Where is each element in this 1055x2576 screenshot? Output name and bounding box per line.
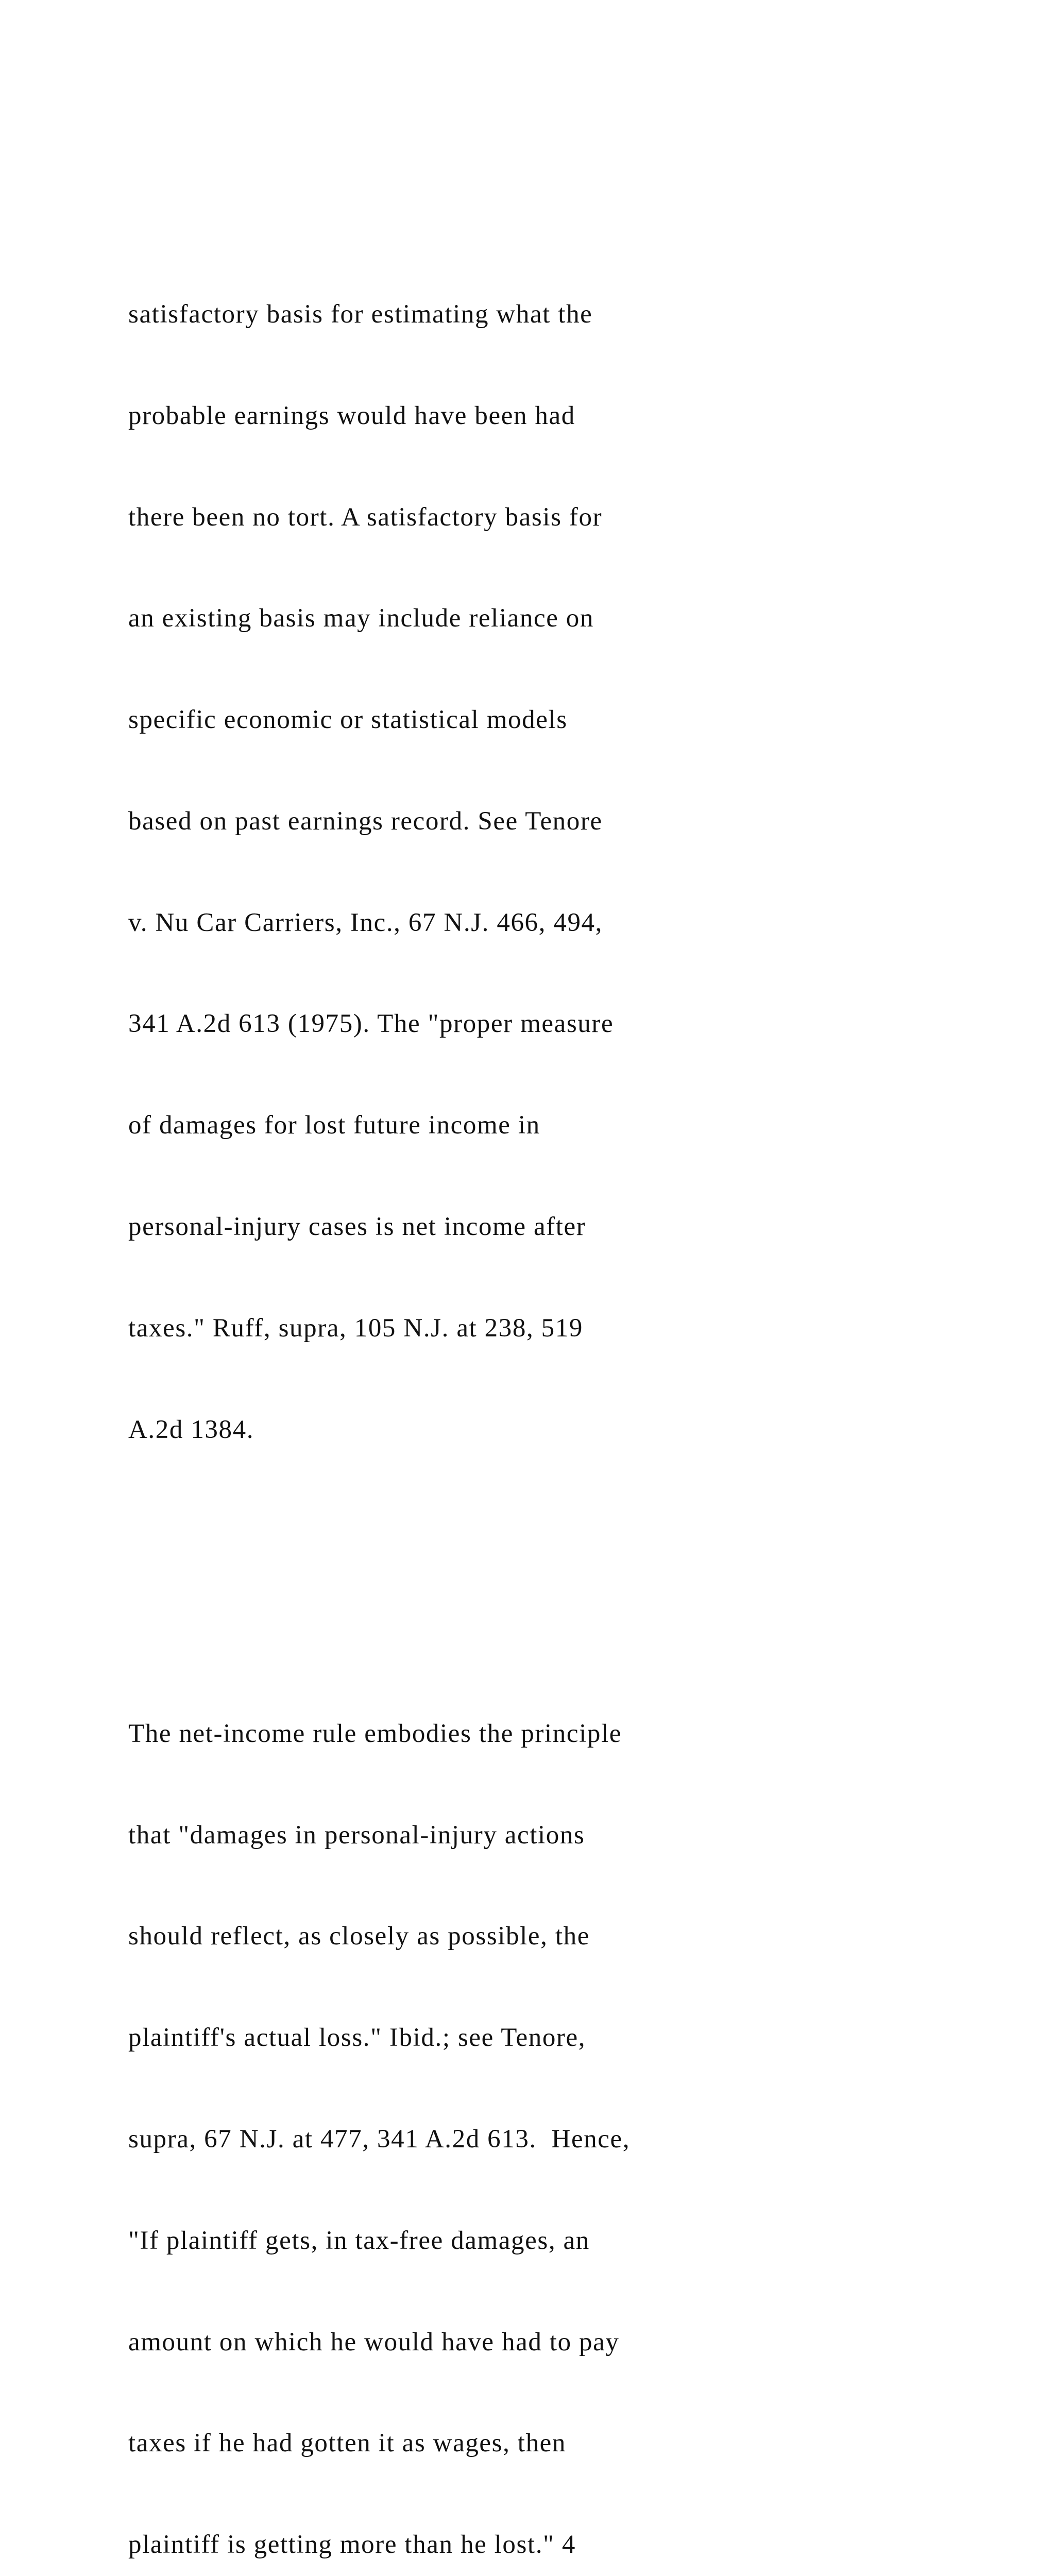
text-line: 341 A.2d 613 (1975). The "proper measure (128, 1009, 614, 1039)
text-line: satisfactory basis for estimating what the (128, 299, 593, 329)
text-line: amount on which he would have had to pay (128, 2327, 620, 2357)
text-line: plaintiff is getting more than he lost." 4 (128, 2530, 576, 2560)
text-line: taxes." Ruff, supra, 105 N.J. at 238, 519 (128, 1313, 583, 1343)
paragraph-1 (128, 230, 952, 1515)
text-line: personal-injury cases is net income after (128, 1212, 586, 1241)
text-line: there been no tort. A satisfactory basis for (128, 502, 603, 532)
text-line: should reflect, as closely as possible, the (128, 1922, 590, 1951)
text-line: an existing basis may include reliance on (128, 604, 594, 633)
text-line: that "damages in personal-injury actions (128, 1820, 585, 1850)
text-line: based on past earnings record. See Tenore (128, 806, 603, 836)
text-line: A.2d 1384. (128, 1415, 254, 1444)
text-line: of damages for lost future income in (128, 1111, 540, 1140)
text-line: plaintiff's actual loss." Ibid.; see Tenore, (128, 2023, 586, 2053)
text-line: The net-income rule embodies the principle (128, 1719, 622, 1748)
text-line: taxes if he had gotten it as wages, then (128, 2429, 567, 2458)
text-line: specific economic or statistical models (128, 705, 568, 735)
paragraph-2 (128, 1650, 952, 2576)
text-line: v. Nu Car Carriers, Inc., 67 N.J. 466, 494, (128, 908, 603, 937)
text-line: probable earnings would have been had (128, 401, 575, 430)
text-line: "If plaintiff gets, in tax-free damages, an (128, 2226, 590, 2255)
text-line: supra, 67 N.J. at 477, 341 A.2d 613. Hence, (128, 2125, 631, 2154)
document-body (128, 129, 952, 2576)
